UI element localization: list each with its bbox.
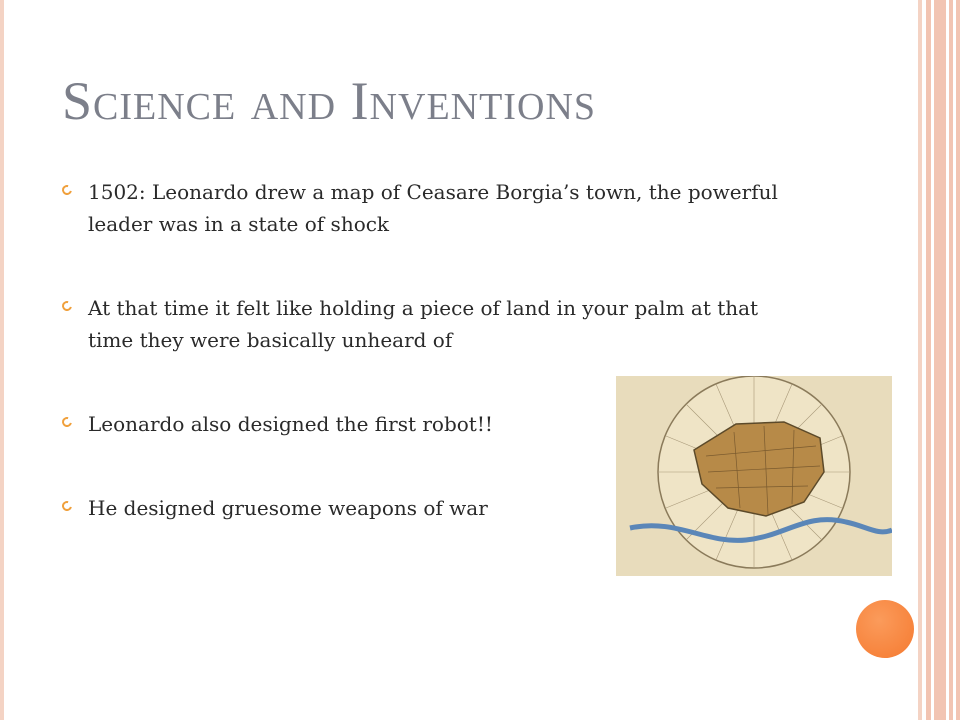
slide-title: Science and Inventions <box>62 71 596 131</box>
bullet-text: At that time it felt like holding a piece of land in your palm at that time they were basically unheard of <box>88 296 759 352</box>
imola-map-image <box>616 376 892 576</box>
bullet-item <box>62 292 802 356</box>
bullet-marker-icon <box>60 415 74 429</box>
bullet-marker-icon <box>60 183 74 197</box>
bullet-text: He designed gruesome weapons of war <box>88 496 488 520</box>
map-illustration <box>616 376 892 576</box>
bullet-marker-icon <box>60 499 74 513</box>
decorative-orange-circle <box>856 600 914 658</box>
decorative-stripes <box>922 0 960 720</box>
bullet-item <box>62 176 802 240</box>
bullet-text: Leonardo also designed the first robot!! <box>88 412 493 436</box>
bullet-text: 1502: Leonardo drew a map of Ceasare Borgia’s town, the powerful leader was in a state of shock <box>88 180 778 236</box>
bullet-marker-icon <box>60 299 74 313</box>
